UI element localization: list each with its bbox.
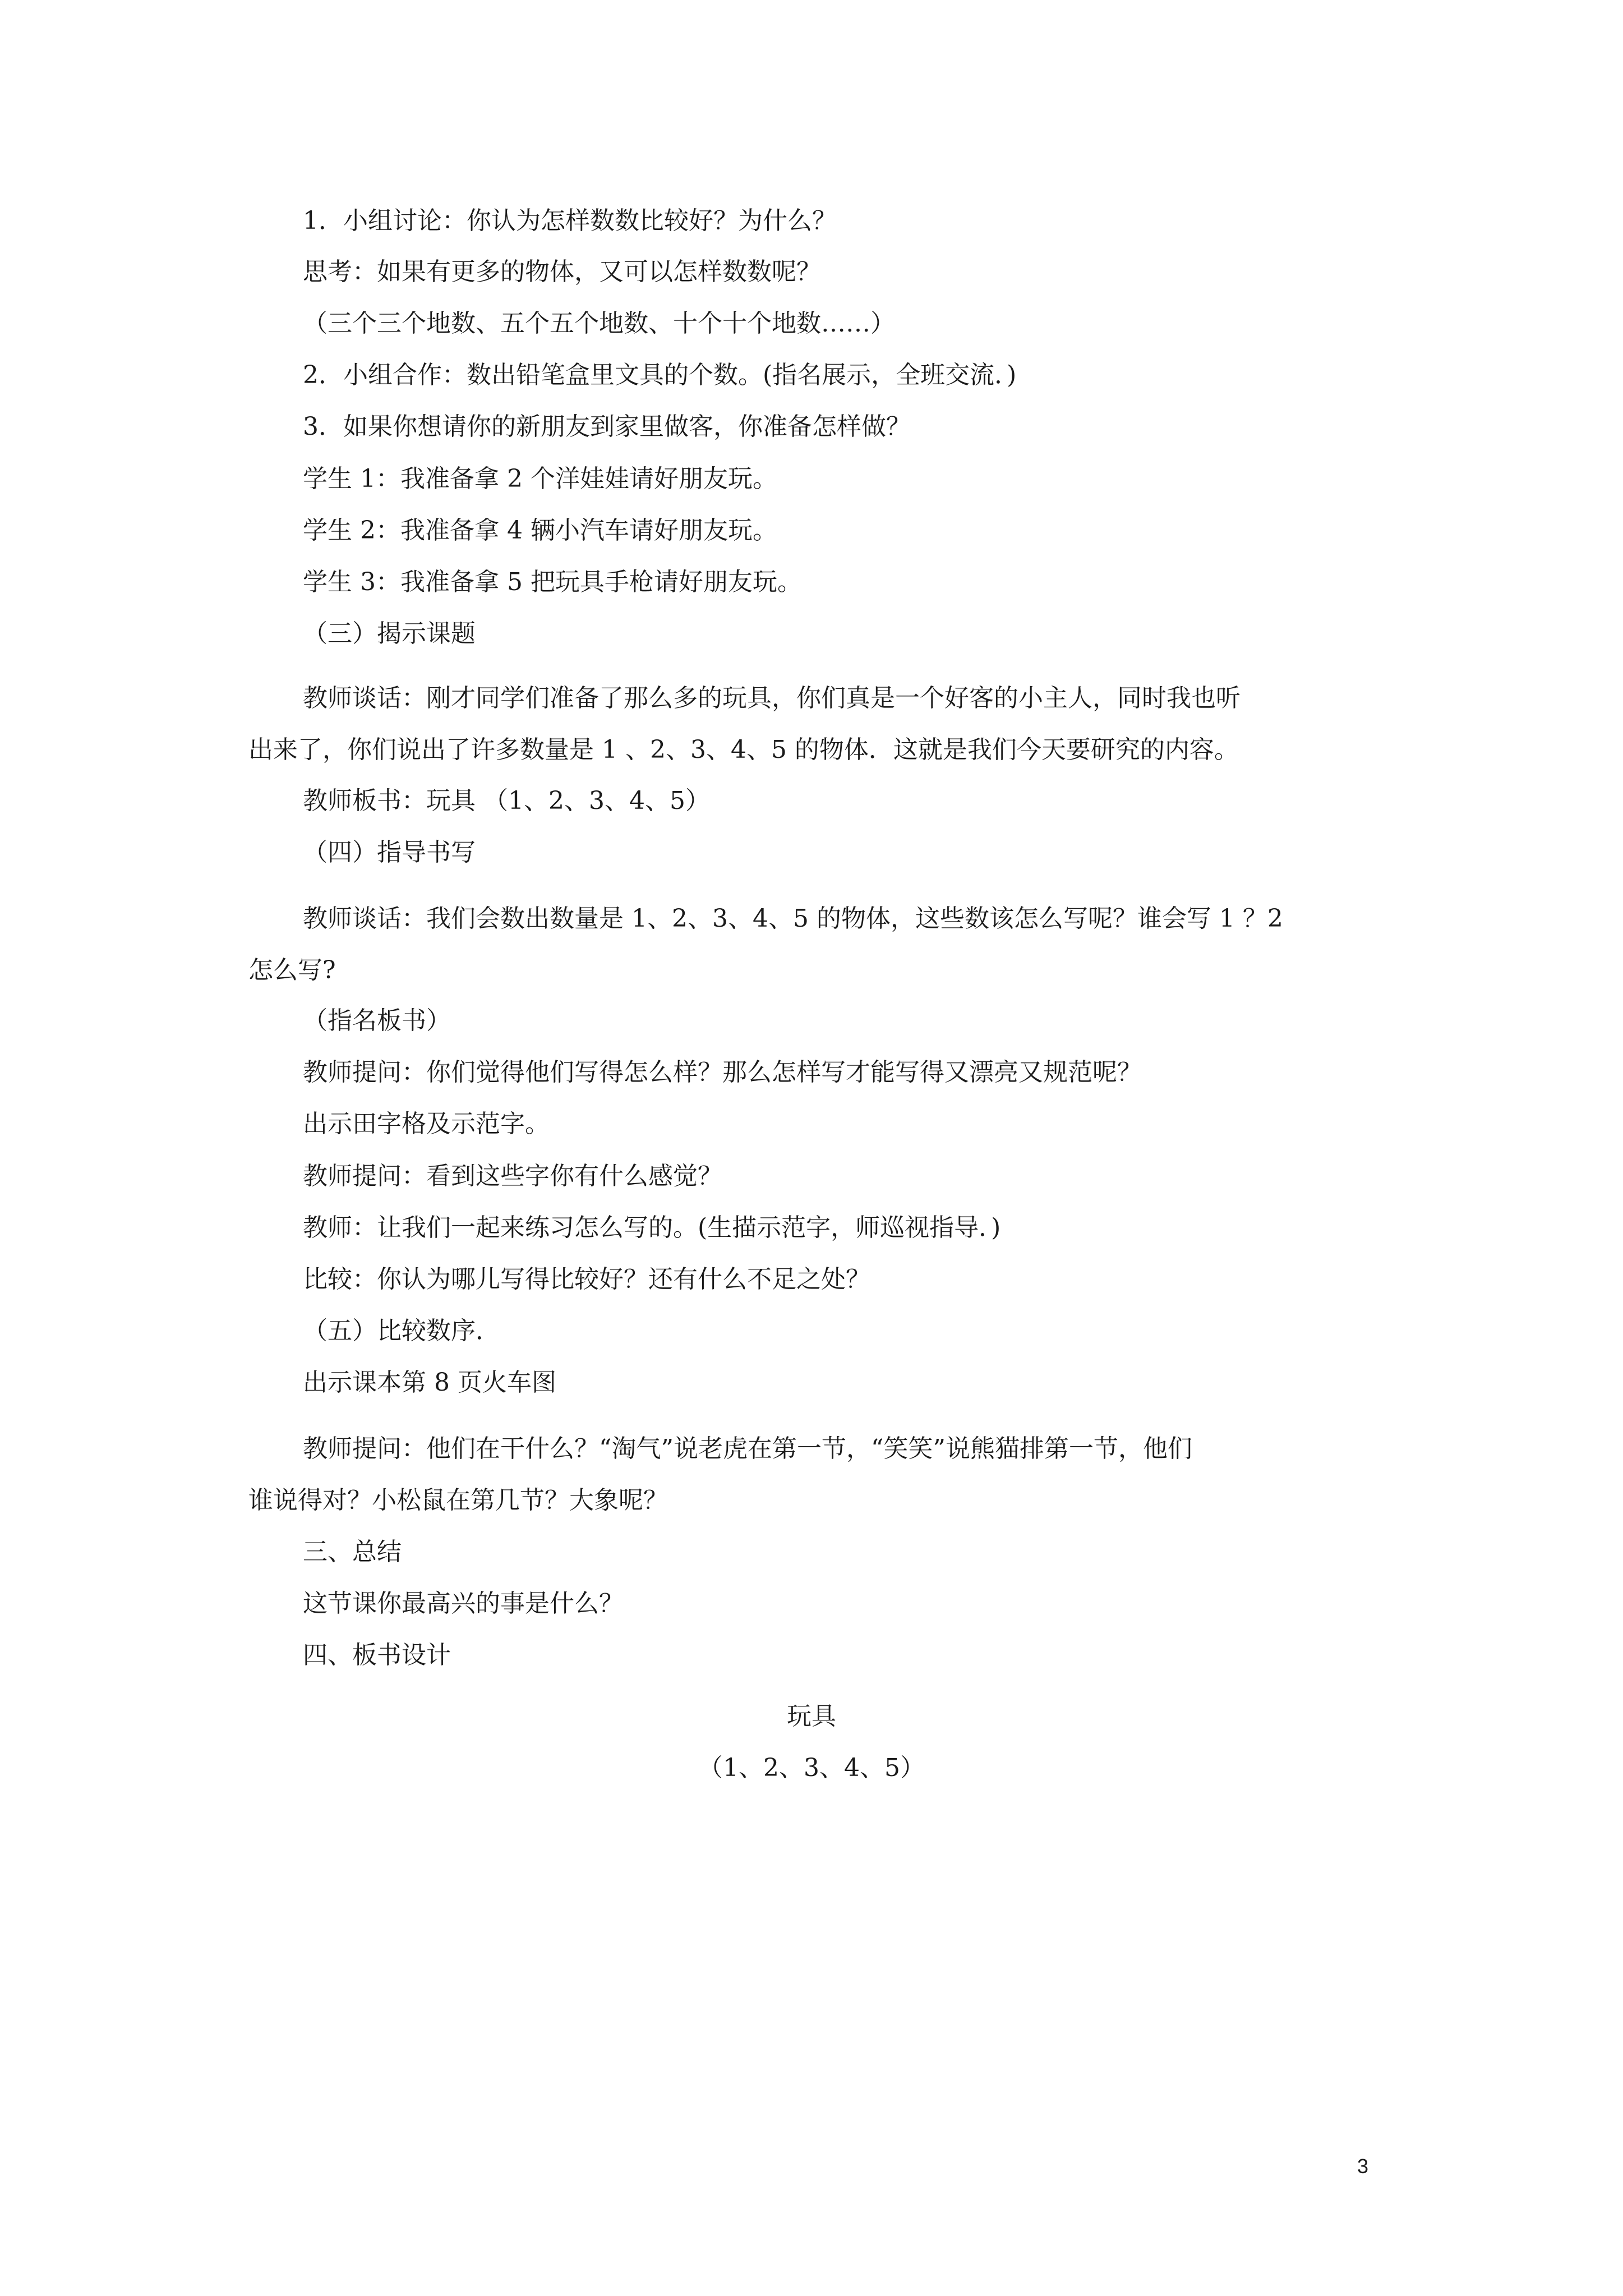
invite-friend-question: 3．如果你想请你的新朋友到家里做客，你准备怎样做？: [303, 412, 911, 441]
board-design-numbers: （1、2、3、4、5）: [698, 1754, 925, 1782]
teacher-question-3-continued: 谁说得对？小松鼠在第几节？大象呢？: [248, 1486, 668, 1515]
teacher-talk-2: 教师谈话：我们会数出数量是 1、2、3、4、5 的物体，这些数该怎么写呢？谁会写 1 ？2: [303, 904, 1283, 933]
teacher-board-writing: 教师板书：玩具 （1、2、3、4、5）: [303, 786, 710, 815]
thinking-question: 思考：如果有更多的物体，又可以怎样数数呢？: [303, 257, 821, 286]
teacher-talk-1-continued: 出来了，你们说出了许多数量是 1 、2、3、4、5 的物体．这就是我们今天要研究的内容。: [248, 735, 1239, 764]
teacher-talk-1: 教师谈话：刚才同学们准备了那么多的玩具，你们真是一个好客的小主人，同时我也听: [303, 684, 1241, 712]
summary-question: 这节课你最高兴的事是什么？: [303, 1589, 624, 1618]
student-1-answer: 学生 1：我准备拿 2 个洋娃娃请好朋友玩。: [303, 464, 777, 493]
teacher-practice: 教师：让我们一起来练习怎么写的。(生描示范字，师巡视指导．): [303, 1213, 1001, 1242]
teacher-question-3: 教师提问：他们在干什么？“淘气”说老虎在第一节，“笑笑”说熊猫排第一节，他们: [303, 1434, 1192, 1463]
show-grid-sample: 出示田字格及示范字。: [303, 1110, 550, 1138]
section-heading-compare-order: （五）比较数序．: [303, 1317, 500, 1345]
comparison-question: 比较：你认为哪儿写得比较好？还有什么不足之处？: [303, 1265, 870, 1294]
section-heading-writing-guidance: （四）指导书写: [303, 838, 476, 867]
group-cooperation: 2．小组合作：数出铅笔盒里文具的个数。(指名展示，全班交流．): [303, 361, 1017, 389]
section-heading-summary: 三、总结: [303, 1538, 402, 1566]
teacher-question-1: 教师提问：你们觉得他们写得怎么样？那么怎样写才能写得又漂亮又规范呢？: [303, 1058, 1142, 1087]
teacher-talk-2-continued: 怎么写?: [248, 956, 336, 984]
student-2-answer: 学生 2：我准备拿 4 辆小汽车请好朋友玩。: [303, 516, 777, 545]
counting-methods: （三个三个地数、五个五个地数、十个十个地数……）: [303, 309, 895, 338]
board-design-title: 玩具: [787, 1702, 836, 1731]
show-train-picture: 出示课本第 8 页火车图: [303, 1368, 556, 1397]
discussion-question: 1．小组讨论：你认为怎样数数比较好？为什么？: [303, 206, 837, 235]
page-number: 3: [1357, 2155, 1369, 2178]
named-board-writing: （指名板书）: [303, 1006, 451, 1035]
section-heading-reveal-topic: （三）揭示课题: [303, 619, 476, 648]
section-heading-board-design: 四、板书设计: [303, 1641, 451, 1669]
teacher-question-2: 教师提问：看到这些字你有什么感觉？: [303, 1162, 722, 1190]
student-3-answer: 学生 3：我准备拿 5 把玩具手枪请好朋友玩。: [303, 568, 802, 596]
